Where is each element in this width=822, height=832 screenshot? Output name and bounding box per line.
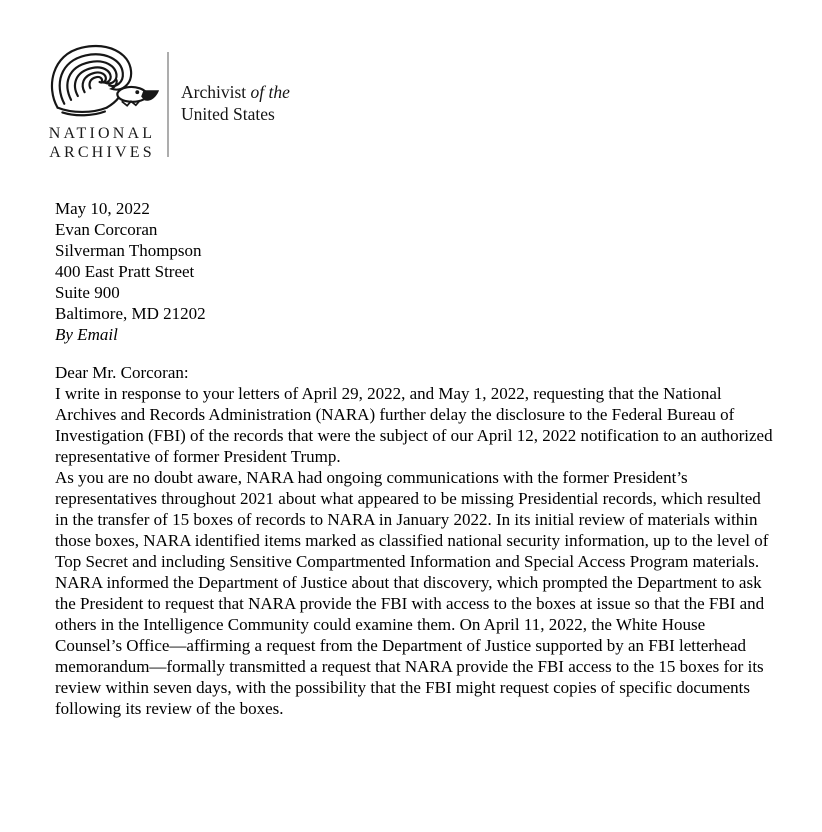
archivist-title-italic: of the (250, 82, 290, 102)
delivery-method: By Email (55, 325, 118, 344)
archivist-title-line2: United States (181, 104, 275, 124)
paragraph-1: I write in response to your letters of April 29, 2022, and May 1, 2022, requesting that the National Archives and Records Administration (NARA) further delay the disclosure to the Federal Bureau of Investigation (FBI) of the records that were the subject of our April 12, 2022 notification to an authorized representative of former President Trump. (55, 384, 773, 466)
archivist-title-line1 (181, 81, 290, 103)
org-name-line1: NATIONAL (48, 125, 156, 142)
archivist-title (181, 81, 290, 125)
salutation: Dear Mr. Corcoran: (55, 363, 189, 382)
org-name (42, 124, 162, 162)
letter-content (55, 198, 773, 719)
eagle-beak (141, 90, 159, 101)
letterhead-divider (167, 52, 169, 157)
org-name-line2: ARCHIVES (49, 144, 155, 161)
recipient-address (55, 219, 773, 345)
recipient-street: 400 East Pratt Street (55, 262, 195, 281)
recipient-name: Evan Corcoran (55, 220, 158, 239)
national-archives-eagle-icon (44, 40, 160, 124)
recipient-suite: Suite 900 (55, 283, 120, 302)
recipient-city: Baltimore, MD 21202 (55, 304, 206, 323)
archivist-title-roman: Archivist (181, 82, 251, 102)
letter-date: May 10, 2022 (55, 199, 150, 218)
eagle-eye (135, 90, 139, 94)
recipient-firm: Silverman Thompson (55, 241, 202, 260)
paragraph-2: As you are no doubt aware, NARA had ongoing communications with the former President’s representatives throughout 2021 about what appeared to be missing Presidential records, which resulted in the transfer of 15 boxes of records to NARA in January 2022. In its initial review of materials within those boxes, NARA identified items marked as classified national security information, up to the level of Top Secret and including Sensitive Compartmented Information and Special Access Program materials. NARA informed the Department of Justice about that discovery, which prompted the Department to ask the President to request that NARA provide the FBI with access to the boxes at issue so that the FBI and others in the Intelligence Community could examine them. On April 11, 2022, the White House Counsel’s Office—⁠affirming a request from the Department of Justice supported by an FBI letterhead memorandum—⁠formally transmitted a request that NARA provide the FBI access to the 15 boxes for its review within seven days, with the possibility that the FBI might request copies of specific documents following its review of the boxes. (55, 468, 769, 718)
